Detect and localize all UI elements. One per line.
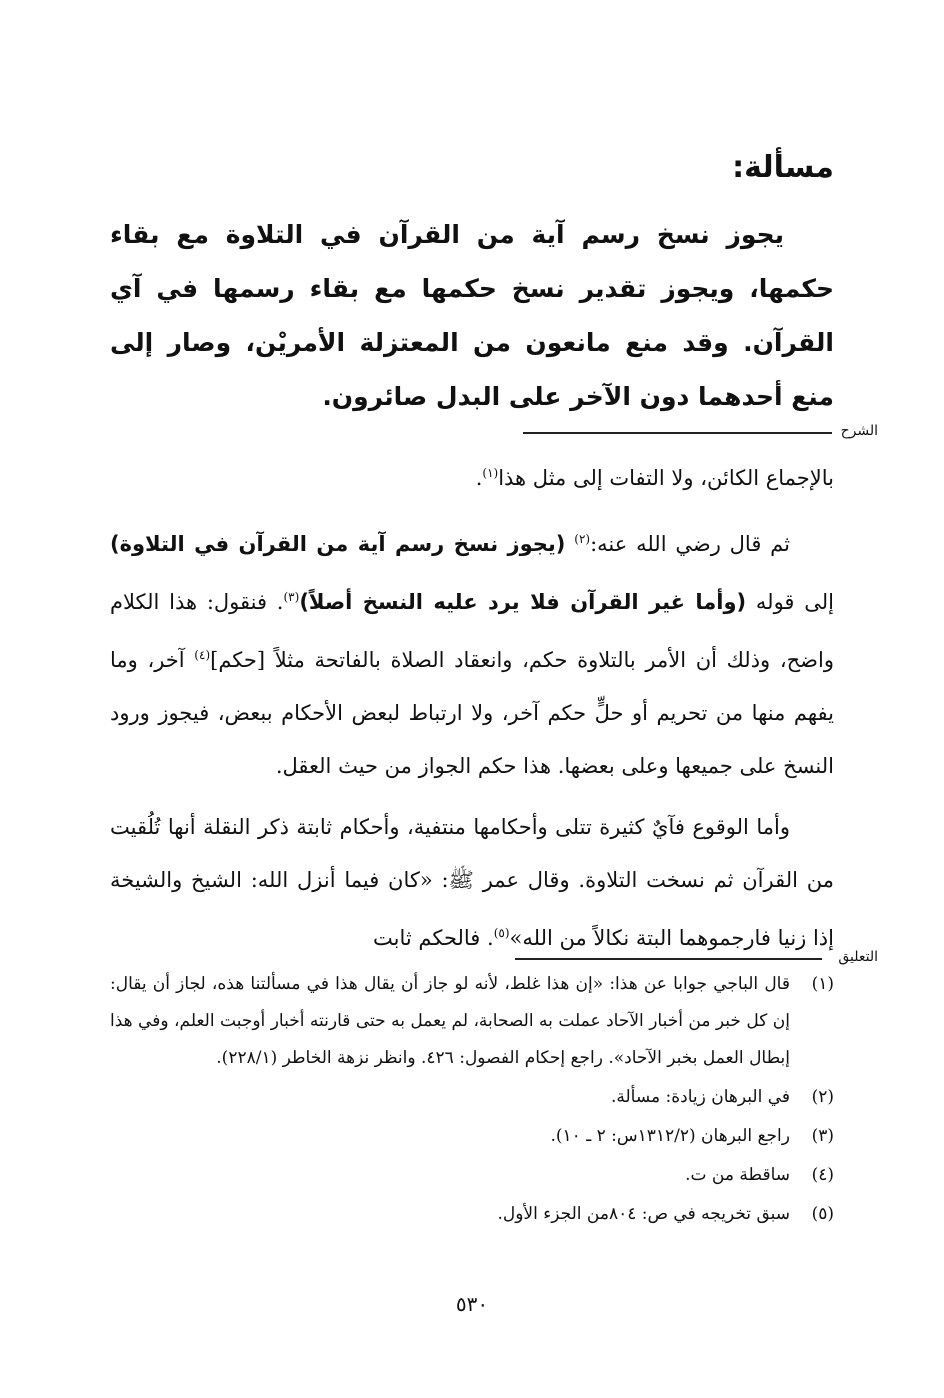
footnote-ref: (٤) — [194, 648, 211, 662]
footnote-text: قال الباجي جوابا عن هذا: «إن هذا غلط، لأنه لو جاز أن يقال هذا في مسألتنا هذه، لجاز أن يقال: إن كل خبر من أخبار الآحاد عملت به الصحابة، لم يعمل به حتى قارنته أخبار أوجبت العلم، وفي هذا إبطال العمل بخبر الآحاد». راجع إحكام الفصول: ٤٢٦. وانظر نزهة الخاطر (٢٢٨/١). — [110, 974, 790, 1068]
sharh-p2-c: إلى قوله — [746, 590, 834, 614]
section-heading: مسألة: — [732, 150, 834, 185]
footnote-ref: (١) — [482, 466, 499, 480]
footnote — [110, 1196, 834, 1233]
notes-label: التعليق — [838, 949, 878, 965]
sharh-paragraph — [110, 513, 834, 793]
sharh-p2-f: آخر، وما يفهم منها من تحريم أو حلٍّ حكم آخر، ولا ارتباط لبعض الأحكام ببعض، فيجوز ورود النسخ على جميعها وعلى بعضها. هذا حكم الجواز من حيث العقل. — [110, 648, 834, 778]
sharh-label: الشرح — [840, 423, 878, 439]
sharh-p3-b: . فالحكم ثابت — [373, 926, 494, 950]
sharh-p1: بالإجماع الكائن، ولا التفات إلى مثل هذا — [498, 466, 834, 490]
sharh-paragraph — [110, 447, 834, 505]
sharh-p2-a: ثم قال رضي الله عنه: — [590, 532, 790, 556]
footnote-ref: (٢) — [574, 532, 591, 546]
footnote-number: (٣) — [811, 1126, 834, 1146]
matn-text: يجوز نسخ رسم آية من القرآن في التلاوة مع بقاء حكمها، ويجوز تقدير نسخ حكمها مع بقاء رسمها في آي القرآن. وقد منع مانعون من المعتزلة الأمريْن، وصار إلى منع أحدهما دون الآخر على البدل صائرون. — [110, 220, 834, 411]
sharh-p1-end: . — [475, 466, 483, 490]
footnote-number: (١) — [811, 974, 834, 994]
footnote-ref: (٥) — [493, 926, 510, 940]
footnote — [110, 1079, 834, 1116]
footnote-text: راجع البرهان (١٣١٢/٢س: ٢ ـ ١٠). — [550, 1126, 790, 1146]
quoted-matn: (وأما غير القرآن فلا يرد عليه النسخ أصلاً) — [299, 590, 747, 614]
notes-separator — [515, 958, 822, 960]
sharh-paragraph — [110, 801, 834, 965]
footnote-ref: (٣) — [283, 590, 300, 604]
footnote — [110, 1157, 834, 1194]
footnote-text: في البرهان زيادة: مسألة. — [610, 1087, 790, 1107]
sharh-p3-a: وأما الوقوع فآيٌ كثيرة تتلى وأحكامها منتفية، وأحكام ثابتة ذكر النقلة أنها تُلُقيت من القرآن ثم نسخت التلاوة. وقال عمر ﷺ: «كان فيما أنزل الله: الشيخ والشيخة إذا زنيا فارجموهما البتة نكالاً من الله» — [110, 815, 834, 950]
footnotes — [110, 966, 834, 1235]
sharh-separator — [523, 432, 832, 434]
footnote — [110, 1118, 834, 1155]
page-number: ٥٣٠ — [455, 1292, 489, 1316]
quoted-matn: (يجوز نسخ رسم آية من القرآن في التلاوة) — [110, 532, 566, 556]
footnote-number: (٥) — [811, 1204, 834, 1224]
footnote — [110, 966, 834, 1077]
footnote-number: (٤) — [811, 1165, 834, 1185]
sharh-p2-e: . فنقول: هذا الكلام واضح، وذلك أن الأمر بالتلاوة حكم، وانعقاد الصلاة بالفاتحة مثلاً [حكم] — [110, 590, 834, 672]
footnote-text: ساقطة من ت. — [685, 1165, 790, 1185]
footnote-number: (٢) — [811, 1087, 834, 1107]
footnote-text: سبق تخريجه في ص: ٨٠٤من الجزء الأول. — [497, 1204, 790, 1224]
sharh-text — [110, 447, 834, 973]
